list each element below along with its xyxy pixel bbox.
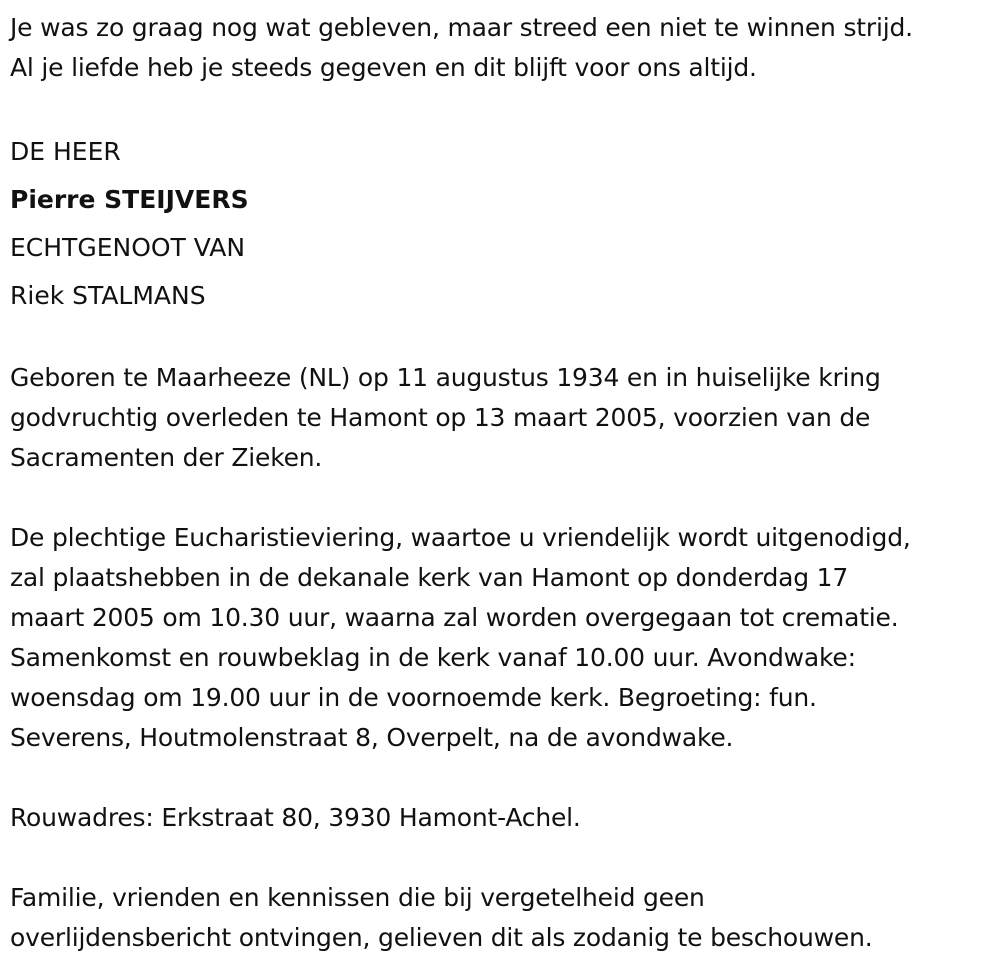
- spacer: [10, 758, 995, 798]
- paragraph-line: Geboren te Maarheeze (NL) op 11 augustus 1934 en in huiselijke kring: [10, 363, 881, 392]
- heading-block: [10, 128, 995, 320]
- obituary-notice: [10, 8, 995, 958]
- spacer: [10, 320, 995, 358]
- mourning-address: Rouwadres: Erkstraat 80, 3930 Hamont-Achel.: [10, 803, 581, 832]
- spacer: [10, 88, 995, 128]
- relation-label: ECHTGENOOT VAN: [10, 233, 246, 262]
- poem-line: Je was zo graag nog wat gebleven, maar streed een niet te winnen strijd.: [10, 13, 913, 42]
- deceased-name: Pierre STEIJVERS: [10, 185, 249, 214]
- paragraph-line: Samenkomst en rouwbeklag in de kerk vanaf 10.00 uur. Avondwake:: [10, 643, 856, 672]
- spacer: [10, 838, 995, 878]
- closing-paragraph: [10, 878, 995, 958]
- poem-block: [10, 8, 995, 88]
- paragraph-line: godvruchtig overleden te Hamont op 13 maart 2005, voorzien van de: [10, 403, 871, 432]
- spouse-name: Riek STALMANS: [10, 281, 206, 310]
- ceremony-paragraph: [10, 518, 995, 758]
- paragraph-line: Sacramenten der Zieken.: [10, 443, 323, 472]
- paragraph-line: Familie, vrienden en kennissen die bij vergetelheid geen: [10, 883, 705, 912]
- paragraph-line: woensdag om 19.00 uur in de voornoemde kerk. Begroeting: fun.: [10, 683, 817, 712]
- paragraph-line: Severens, Houtmolenstraat 8, Overpelt, na de avondwake.: [10, 723, 734, 752]
- birth-death-paragraph: [10, 358, 995, 478]
- poem-line: Al je liefde heb je steeds gegeven en dit blijft voor ons altijd.: [10, 53, 757, 82]
- paragraph-line: De plechtige Eucharistieviering, waartoe u vriendelijk wordt uitgenodigd,: [10, 523, 911, 552]
- paragraph-line: zal plaatshebben in de dekanale kerk van Hamont op donderdag 17: [10, 563, 849, 592]
- paragraph-line: overlijdensbericht ontvingen, gelieven dit als zodanig te beschouwen.: [10, 923, 873, 952]
- spacer: [10, 478, 995, 518]
- paragraph-line: maart 2005 om 10.30 uur, waarna zal worden overgegaan tot crematie.: [10, 603, 899, 632]
- title-label: DE HEER: [10, 137, 121, 166]
